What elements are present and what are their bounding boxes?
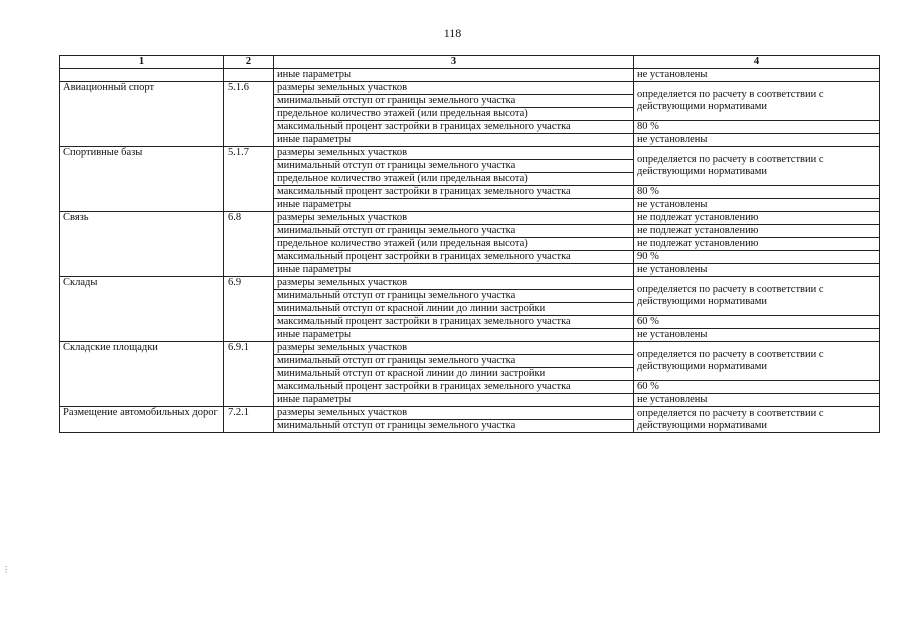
table-cell-parameter: размеры земельных участков: [274, 212, 634, 225]
table-cell-parameter: максимальный процент застройки в границах земельного участка: [274, 186, 634, 199]
table-cell-code: 5.1.6: [224, 82, 274, 147]
margin-mark: ⋮: [2, 565, 10, 574]
page-number: 118: [443, 26, 462, 40]
table-cell-parameter: иные параметры: [274, 394, 634, 407]
zoning-parameters-table: [59, 55, 880, 433]
table-cell-code: 6.8: [224, 212, 274, 277]
table-cell-value: 60 %: [634, 316, 880, 329]
table-cell-parameter: размеры земельных участков: [274, 147, 634, 160]
table-cell-value: 60 %: [634, 381, 880, 394]
table-cell-code: 6.9.1: [224, 342, 274, 407]
table-row: [60, 407, 880, 420]
table-cell-parameter: размеры земельных участков: [274, 82, 634, 95]
header-col-4: 4: [634, 56, 880, 69]
table-cell-value: определяется по расчету в соответствии с действующими нормативами: [634, 407, 880, 433]
table-cell-value: не установлены: [634, 394, 880, 407]
header-col-2: 2: [224, 56, 274, 69]
table-cell-use: Спортивные базы: [60, 147, 224, 212]
table-cell-parameter: предельное количество этажей (или предельная высота): [274, 108, 634, 121]
table-cell-parameter: максимальный процент застройки в границах земельного участка: [274, 381, 634, 394]
header-col-3: 3: [274, 56, 634, 69]
table-cell-use: Связь: [60, 212, 224, 277]
table-cell-value: 80 %: [634, 121, 880, 134]
table-cell-parameter: минимальный отступ от границы земельного участка: [274, 420, 634, 433]
table-cell-value: не подлежат установлению: [634, 238, 880, 251]
table-cell-value: не установлены: [634, 69, 880, 82]
table-cell-parameter: минимальный отступ от границы земельного участка: [274, 95, 634, 108]
table-row: [60, 69, 880, 82]
table-cell-code: 5.1.7: [224, 147, 274, 212]
table-cell-value: не установлены: [634, 329, 880, 342]
table-cell-code: 7.2.1: [224, 407, 274, 433]
table-cell-value: не установлены: [634, 199, 880, 212]
table-row: [60, 277, 880, 290]
table-cell-parameter: минимальный отступ от границы земельного участка: [274, 290, 634, 303]
table-cell-value: определяется по расчету в соответствии с действующими нормативами: [634, 342, 880, 381]
table-cell-parameter: минимальный отступ от границы земельного участка: [274, 160, 634, 173]
table-cell-use: [60, 69, 224, 82]
table-row: [60, 342, 880, 355]
table-cell-parameter: иные параметры: [274, 69, 634, 82]
table-cell-value: определяется по расчету в соответствии с действующими нормативами: [634, 82, 880, 121]
table-cell-parameter: максимальный процент застройки в границах земельного участка: [274, 316, 634, 329]
table-cell-parameter: иные параметры: [274, 264, 634, 277]
table-cell-parameter: иные параметры: [274, 329, 634, 342]
table-cell-value: определяется по расчету в соответствии с действующими нормативами: [634, 147, 880, 186]
table-cell-parameter: размеры земельных участков: [274, 342, 634, 355]
table-cell-value: не подлежат установлению: [634, 225, 880, 238]
table-cell-parameter: иные параметры: [274, 199, 634, 212]
table-cell-parameter: размеры земельных участков: [274, 277, 634, 290]
table-header-row: [60, 56, 880, 69]
table-cell-value: не установлены: [634, 134, 880, 147]
table-cell-parameter: размеры земельных участков: [274, 407, 634, 420]
table-cell-parameter: предельное количество этажей (или предельная высота): [274, 238, 634, 251]
table-cell-use: Складские площадки: [60, 342, 224, 407]
table-cell-use: Размещение автомобильных дорог: [60, 407, 224, 433]
table-cell-use: Склады: [60, 277, 224, 342]
table-cell-parameter: минимальный отступ от красной линии до линии застройки: [274, 368, 634, 381]
table-cell-value: не подлежат установлению: [634, 212, 880, 225]
table-cell-parameter: предельное количество этажей (или предельная высота): [274, 173, 634, 186]
table-cell-use: Авиационный спорт: [60, 82, 224, 147]
table-cell-parameter: минимальный отступ от границы земельного участка: [274, 355, 634, 368]
header-col-1: 1: [60, 56, 224, 69]
table-cell-value: 80 %: [634, 186, 880, 199]
table-cell-parameter: максимальный процент застройки в границах земельного участка: [274, 121, 634, 134]
table-cell-parameter: минимальный отступ от красной линии до линии застройки: [274, 303, 634, 316]
table-cell-parameter: иные параметры: [274, 134, 634, 147]
table-cell-value: 90 %: [634, 251, 880, 264]
table-cell-parameter: минимальный отступ от границы земельного участка: [274, 225, 634, 238]
table-cell-code: 6.9: [224, 277, 274, 342]
table-row: [60, 147, 880, 160]
table-cell-value: не установлены: [634, 264, 880, 277]
table-row: [60, 212, 880, 225]
table-cell-code: [224, 69, 274, 82]
table-cell-value: определяется по расчету в соответствии с действующими нормативами: [634, 277, 880, 316]
table-row: [60, 82, 880, 95]
table-cell-parameter: максимальный процент застройки в границах земельного участка: [274, 251, 634, 264]
